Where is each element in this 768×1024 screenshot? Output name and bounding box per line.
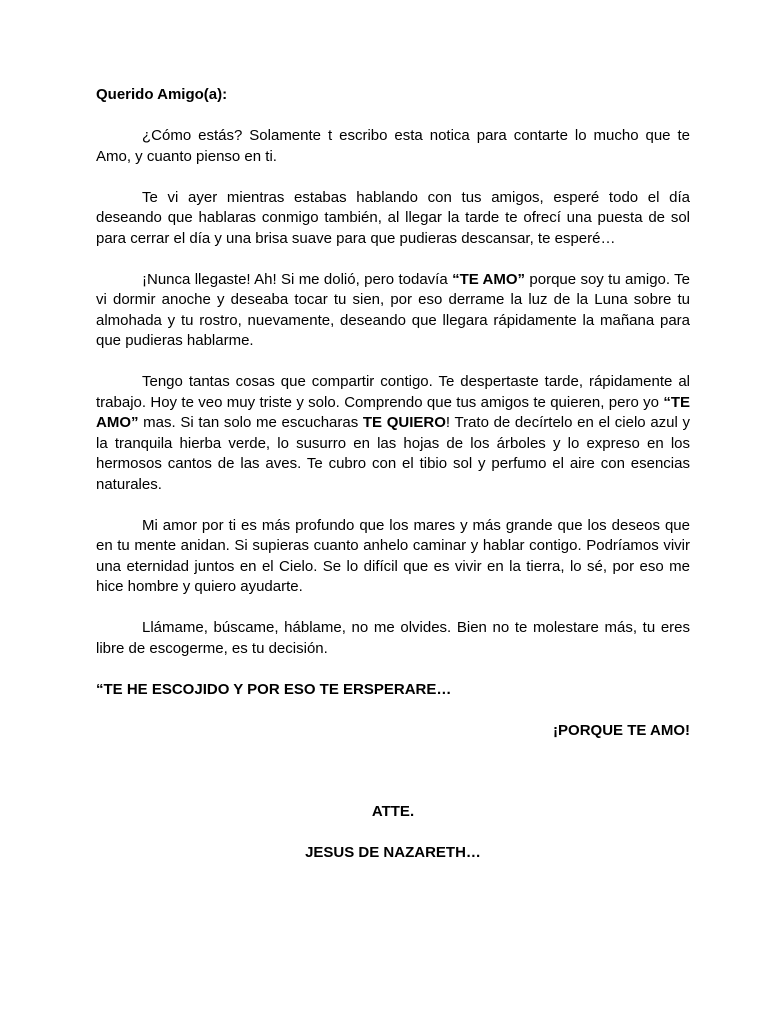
closing-line: “TE HE ESCOJIDO Y POR ESO TE ERSPERARE… [96,680,452,698]
te-amo-emphasis: “TE AMO” [96,393,690,431]
signature: JESUS DE NAZARETH… [305,844,481,861]
signoff: ATTE. [371,803,415,820]
paragraph-4-text-c: mas. Si tan solo me escucharas [138,414,363,431]
paragraph-3 [96,270,690,352]
paragraph-5: Mi amor por ti es más profundo que los mares y más grande que los deseos que en tu mente anidan. Si supieras cuanto anhelo caminar y hablar contigo. Podríamos vivir una eternidad juntos en el Cielo. Se lo difícil que es vivir en la tierra, lo sé, por eso me hice hombre y quiero ayudarte. [96,516,690,595]
salutation: Querido Amigo(a): [96,86,228,103]
paragraph-4-text-e: ! Trato de decírtelo en el cielo azul y la tranquila hierba verde, lo susurro en las hojas de los árboles y lo expreso en los hermosos cantos de las aves. Te cubro con el tibio sol y perfumo el aire con esencias naturales. [96,414,690,493]
paragraph-2: Te vi ayer mientras estabas hablando con tus amigos, esperé todo el día deseando que hablaras conmigo también, al llegar la tarde te ofrecí una puesta de sol para cerrar el día y una brisa suave para que pudieras descansar, te esperé… [96,188,690,247]
paragraph-6: Llámame, búscame, háblame, no me olvides. Bien no te molestare más, tu eres libre de escogerme, es tu decisión. [96,619,690,657]
paragraph-3-text-c: porque soy tu amigo. Te vi dormir anoche y deseaba tocar tu sien, por eso derrame la luz de la Luna sobre tu almohada y tu rostro, nuevamente, deseando que llegara rápidamente la mañana para que pudieras hablarme. [96,270,690,349]
paragraph-3-text-a: ¡Nunca llegaste! Ah! Si me dolió, pero todavía [142,270,453,288]
paragraph-4 [96,372,690,495]
paragraph-4-text-a: Tengo tantas cosas que compartir contigo. Te despertaste tarde, rápidamente al trabajo. Hoy te veo muy triste y solo. Comprendo que tus amigos te quieren, pero yo [96,373,690,411]
te-amo-emphasis: “TE AMO” [452,270,526,288]
te-quiero-emphasis: TE QUIERO [362,414,446,431]
paragraph-1: ¿Cómo estás? Solamente t escribo esta notica para contarte lo mucho que te Amo, y cuanto pienso en ti. [96,127,690,165]
closing-exclamation: ¡PORQUE TE AMO! [553,721,690,739]
